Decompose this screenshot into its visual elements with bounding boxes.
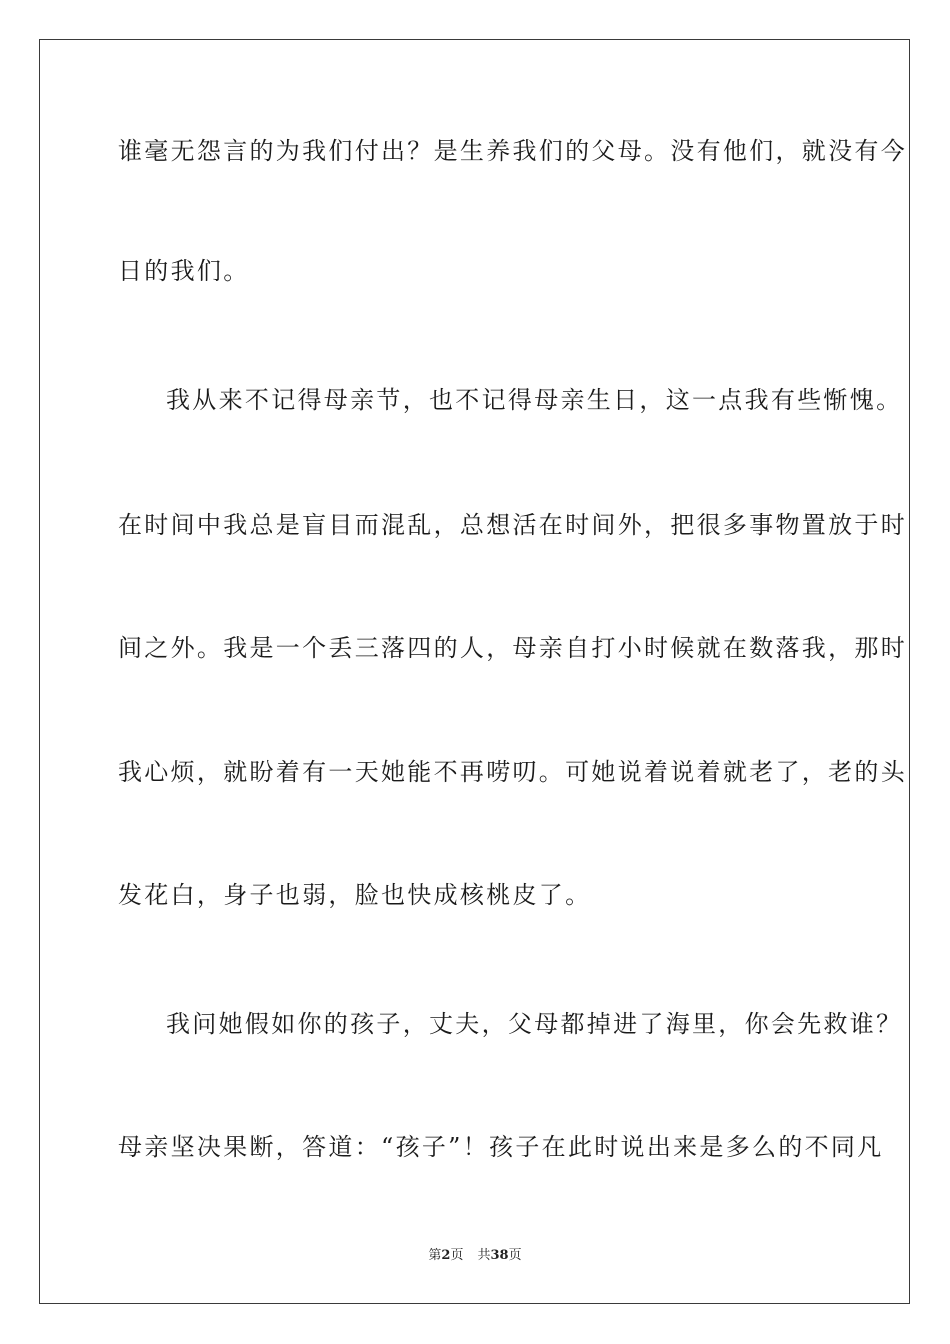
total-prefix: 共 — [477, 1248, 491, 1263]
body-line-9: 母亲坚决果断，答道：“孩子”！孩子在此时说出来是多么的不同凡 — [118, 1133, 884, 1161]
page-border — [39, 39, 910, 1304]
body-line-7: 发花白，身子也弱，脸也快成核桃皮了。 — [118, 881, 592, 909]
page-footer — [0, 1247, 950, 1265]
body-line-3: 我从来不记得母亲节，也不记得母亲生日，这一点我有些惭愧。 — [166, 386, 903, 414]
page-number: 2 — [441, 1248, 451, 1263]
page-prefix: 第 — [428, 1248, 442, 1263]
page-unit: 页 — [450, 1248, 464, 1263]
body-line-8: 我问她假如你的孩子，丈夫，父母都掉进了海里，你会先救谁？ — [166, 1010, 903, 1038]
body-line-5: 间之外。我是一个丢三落四的人，母亲自打小时候就在数落我，那时 — [118, 634, 907, 662]
total-unit: 页 — [508, 1248, 522, 1263]
body-line-4: 在时间中我总是盲目而混乱，总想活在时间外，把很多事物置放于时 — [118, 511, 907, 539]
body-line-6: 我心烦，就盼着有一天她能不再唠叨。可她说着说着就老了，老的头 — [118, 758, 907, 786]
total-pages: 38 — [490, 1248, 509, 1263]
body-line-2: 日的我们。 — [118, 257, 250, 285]
body-line-1: 谁毫无怨言的为我们付出？是生养我们的父母。没有他们，就没有今 — [118, 137, 907, 165]
